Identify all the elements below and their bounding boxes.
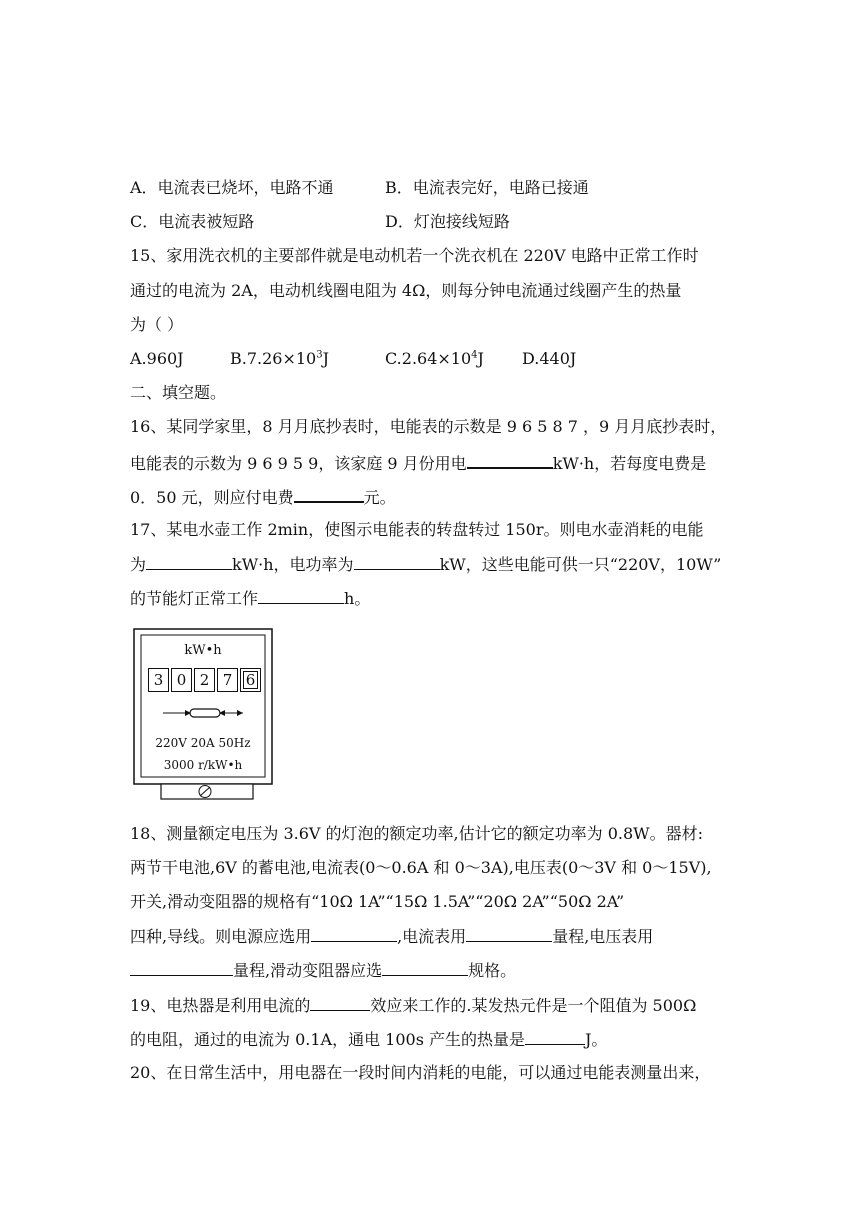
q14-options-row-1: [130, 177, 750, 199]
q16-line-2: 电能表的示数为 9 6 9 5 9，该家庭 9 月份用电 kW·h，若每度电费是: [130, 451, 750, 475]
q20-line-1: 20、在日常生活中，用电器在一段时间内消耗的电能，可以通过电能表测量出来，: [130, 1063, 711, 1082]
meter-digit: 0: [171, 668, 192, 692]
meter-specs: 220V 20A 50Hz: [155, 736, 251, 750]
meter-digit: 3: [148, 668, 169, 692]
q17-line-3: 的节能灯正常工作 h。: [130, 589, 371, 608]
q14-option-d: D．灯泡接线短路: [385, 212, 510, 231]
q18-blank-1[interactable]: [311, 925, 397, 942]
q18-blank-4[interactable]: [382, 959, 468, 976]
q15-line-1: 15、家用洗衣机的主要部件就是电动机若一个洗衣机在 220V 电路中正常工作时: [130, 246, 699, 265]
q14-option-a: A．电流表已烧坏，电路不通: [130, 178, 334, 197]
q15-option-c: $C.2.64\times 10^4J$: [385, 349, 484, 368]
q17-blank-1[interactable]: [146, 553, 232, 570]
meter-digit-decimal: 6: [240, 668, 261, 692]
q18-blank-2[interactable]: [466, 925, 552, 942]
q19-line-2: 的电阻，通过的电流为 0.1A，通电 100s 产生的热量是 J。: [130, 1030, 608, 1049]
q15-option-d: D.440J: [522, 349, 577, 368]
q17-blank-2[interactable]: [354, 553, 440, 570]
q19-blank-2[interactable]: [525, 1028, 585, 1045]
q18-line-5: 量程,滑动变阻器应选 规格。: [130, 959, 750, 982]
q15-line-3: 为（ ）: [130, 315, 184, 334]
q18-line-2: 两节干电池,6V 的蓄电池,电流表(0～0.6A 和 0～3A),电压表(0～3V 和 0～15V),: [130, 858, 712, 877]
q18-line-3: 开关,滑动变阻器的规格有“10Ω 1A”“15Ω 1.5A”“20Ω 2A”“50Ω 2A”: [130, 892, 625, 911]
q14-option-c: C．电流表被短路: [130, 212, 255, 231]
meter-revolutions: 3000 r/kW•h: [163, 758, 243, 772]
q15-option-a: A.960J: [130, 349, 184, 368]
q15-option-b: $B.7.26\times 10^3J$: [230, 349, 330, 368]
q15-line-2: 通过的电流为 2A，电动机线圈电阻为 4Ω，则每分钟电流通过线圈产生的热量: [130, 281, 682, 300]
meter-digit: 7: [217, 668, 238, 692]
q17-blank-3[interactable]: [258, 587, 344, 604]
q16-blank-2[interactable]: [294, 485, 364, 503]
q15-options: [130, 348, 750, 370]
meter-unit-label: kW•h: [184, 643, 222, 658]
section-title: 二、填空题。: [130, 383, 227, 402]
q14-options-row-2: [130, 211, 750, 233]
electricity-meter-figure: [133, 628, 273, 800]
q16-line-1: 16、某同学家里，8 月月底抄表时，电能表的示数是 9 6 5 8 7 ，9 月月底抄表时，: [130, 417, 727, 436]
q16-blank-1[interactable]: [467, 451, 553, 469]
q16-line-3: 0．50 元，则应付电费 元。: [130, 485, 750, 509]
q18-line-1: 18、测量额定电压为 3.6V 的灯泡的额定功率,估计它的额定功率为 0.8W。器材:: [130, 824, 703, 843]
q17-line-1: 17、某电水壶工作 2min，使图示电能表的转盘转过 150r。则电水壶消耗的电能: [130, 520, 704, 539]
q18-blank-3[interactable]: [130, 959, 233, 976]
q17-line-2: 为 kW·h，电功率为 kW，这些电能可供一只“220V，10W”: [130, 555, 722, 574]
q19-blank-1[interactable]: [310, 994, 370, 1011]
meter-digit: 2: [194, 668, 215, 692]
q14-option-b: B．电流表完好，电路已接通: [385, 178, 589, 197]
q19-line-1: 19、电热器是利用电流的 效应来工作的.某发热元件是一个阻值为 500Ω: [130, 996, 697, 1015]
q18-line-4: 四种,导线。则电源应选用 ,电流表用 量程,电压表用: [130, 927, 654, 946]
